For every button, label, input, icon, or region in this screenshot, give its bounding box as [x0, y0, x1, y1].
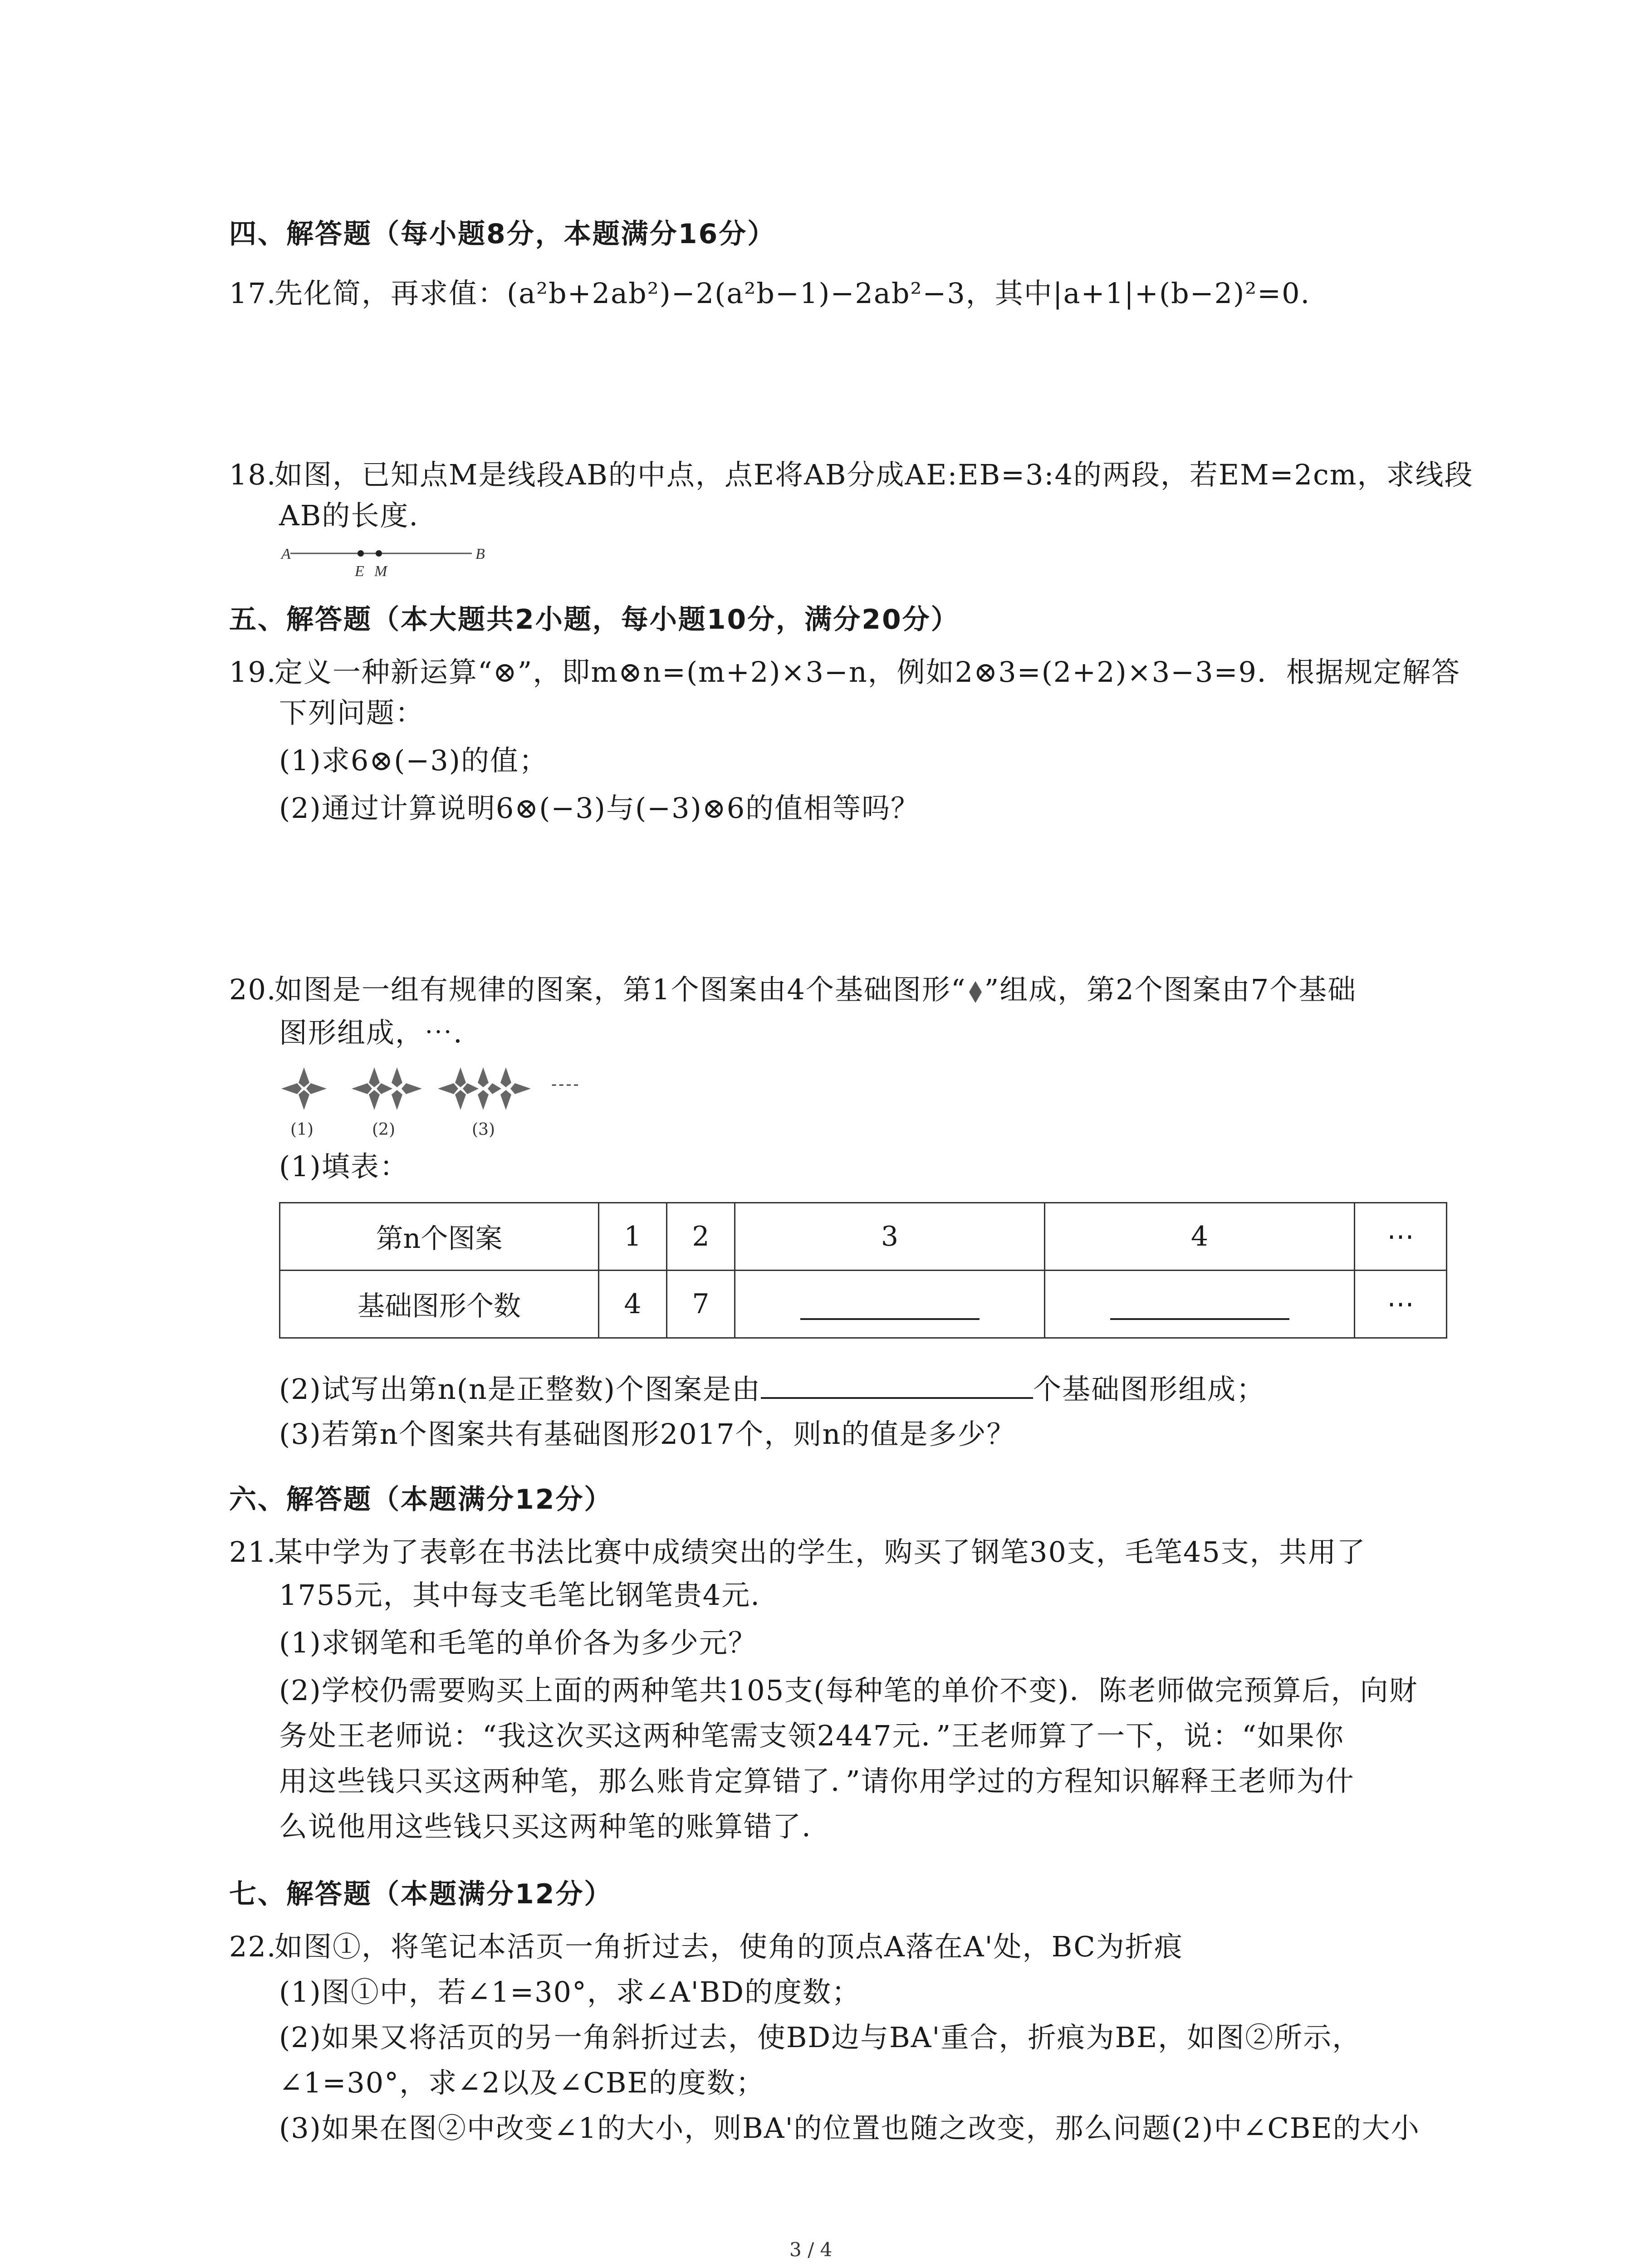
table-cell: 7 [667, 1271, 735, 1338]
question-21-part-2-line-4: 么说他用这些钱只买这两种笔的账算错了. [279, 1810, 812, 1843]
table-cell: ⋯ [1355, 1271, 1447, 1338]
section-6-title: 六、解答题（本题满分12分） [229, 1484, 613, 1515]
question-21-line-2: 1755元，其中每支毛笔比钢笔贵4元. [279, 1579, 760, 1612]
question-text: 某中学为了表彰在书法比赛中成绩突出的学生，购买了钢笔30支，毛笔45支，共用了 [274, 1535, 1366, 1569]
rhombus-icon [966, 978, 985, 1006]
table-row [280, 1271, 1447, 1338]
question-number: 22. [229, 1930, 277, 1963]
question-22-part-2-line-2: ∠1=30°，求∠2以及∠CBE的度数； [279, 2066, 765, 2099]
question-21-part-2-line-2: 务处王老师说：“我这次买这两种笔需支领2447元．”王老师算了一下，说：“如果你 [279, 1719, 1344, 1752]
pattern-3-figure [436, 1064, 540, 1114]
question-20-line-1 [229, 973, 1357, 1007]
question-text: 如图是一组有规律的图案，第1个图案由4个基础图形“ [274, 973, 966, 1006]
part-2-text: (2)试写出第n(n是正整数)个图案是由 [279, 1373, 761, 1406]
segment-figure [281, 540, 490, 581]
question-21-part-1: (1)求钢笔和毛笔的单价各为多少元？ [279, 1626, 757, 1659]
question-18-line-2: AB的长度. [279, 499, 419, 532]
question-20-part-1: (1)填表： [279, 1150, 409, 1183]
question-19-line-2: 下列问题： [279, 696, 425, 729]
page-number: 3 / 4 [789, 2239, 833, 2261]
question-number: 18. [229, 458, 277, 491]
question-text-cont: ”组成，第2个图案由7个基础 [984, 973, 1357, 1006]
table-cell: ⋯ [1355, 1203, 1447, 1271]
question-20-line-2: 图形组成，⋯. [279, 1016, 463, 1049]
answer-blank[interactable] [800, 1295, 980, 1320]
table-cell: 2 [667, 1203, 735, 1271]
question-20-part-2 [279, 1370, 1265, 1406]
point-e-label: E [355, 563, 364, 580]
question-number: 20. [229, 973, 277, 1006]
table-cell: 4 [1045, 1203, 1355, 1271]
point-b-label: B [475, 546, 485, 562]
pattern-ellipsis: ---- [551, 1075, 581, 1094]
section-4-title: 四、解答题（每小题8分，本题满分16分） [229, 218, 776, 250]
question-19-part-2: (2)通过计算说明6⊗(−3)与(−3)⊗6的值相等吗？ [279, 792, 920, 825]
question-text: 如图①，将笔记本活页一角折过去，使角的顶点A落在A'处，BC为折痕 [274, 1930, 1183, 1963]
question-21-part-2-line-1: (2)学校仍需要购买上面的两种笔共105支(每种笔的单价不变)．陈老师做完预算后，向财 [279, 1674, 1418, 1707]
pattern-1-figure [279, 1064, 338, 1114]
table-cell: 第n个图案 [280, 1203, 599, 1271]
question-19-part-1: (1)求6⊗(−3)的值； [279, 744, 548, 777]
point-m-label: M [374, 563, 387, 580]
question-number: 17. [229, 277, 277, 310]
table-cell: 1 [599, 1203, 667, 1271]
fill-in-table [279, 1202, 1447, 1339]
table-cell: 3 [735, 1203, 1045, 1271]
question-22-part-3: (3)如果在图②中改变∠1的大小，则BA'的位置也随之改变，那么问题(2)中∠CBE的大小 [279, 2112, 1420, 2145]
question-text: 先化简，再求值：(a²b+2ab²)−2(a²b−1)−2ab²−3，其中|a+1|+(b−2)²=0. [274, 277, 1311, 310]
part-2-text-cont: 个基础图形组成； [1033, 1373, 1266, 1406]
answer-blank[interactable] [1110, 1295, 1289, 1320]
question-number: 19. [229, 655, 277, 689]
table-cell: 4 [599, 1271, 667, 1338]
question-text: 定义一种新运算“⊗”，即m⊗n=(m+2)×3−n，例如2⊗3=(2+2)×3−3=9．根据规定解答 [274, 655, 1460, 689]
question-20-part-3: (3)若第n个图案共有基础图形2017个，则n的值是多少？ [279, 1418, 1016, 1451]
section-7-title: 七、解答题（本题满分12分） [229, 1878, 613, 1910]
question-18-line-1 [229, 458, 1474, 492]
question-17 [229, 277, 1310, 310]
table-cell: 基础图形个数 [280, 1271, 599, 1338]
question-22-part-2-line-1: (2)如果又将活页的另一角斜折过去，使BD边与BA'重合，折痕为BE，如图②所示， [279, 2021, 1362, 2054]
table-row [280, 1203, 1447, 1271]
question-22-part-1: (1)图①中，若∠1=30°，求∠A'BD的度数； [279, 1975, 861, 2009]
question-22-line-1 [229, 1930, 1183, 1964]
pattern-2-figure [349, 1064, 431, 1114]
section-5-title: 五、解答题（本大题共2小题，每小题10分，满分20分） [229, 604, 960, 635]
answer-blank[interactable] [761, 1370, 1033, 1399]
table-cell-answer-blank[interactable] [1045, 1271, 1355, 1338]
pattern-2-label: (2) [372, 1120, 395, 1139]
pattern-1-label: (1) [290, 1120, 314, 1139]
table-cell-answer-blank[interactable] [735, 1271, 1045, 1338]
question-21-line-1 [229, 1535, 1366, 1569]
point-a-label: A [281, 546, 291, 562]
question-21-part-2-line-3: 用这些钱只买这两种笔，那么账肯定算错了．”请你用学过的方程知识解释王老师为什 [279, 1765, 1355, 1798]
question-text: 如图，已知点M是线段AB的中点，点E将AB分成AE:EB=3:4的两段，若EM=2cm，求线段 [274, 458, 1474, 491]
pattern-3-label: (3) [472, 1120, 495, 1139]
question-number: 21. [229, 1535, 277, 1569]
question-19-line-1 [229, 655, 1460, 689]
